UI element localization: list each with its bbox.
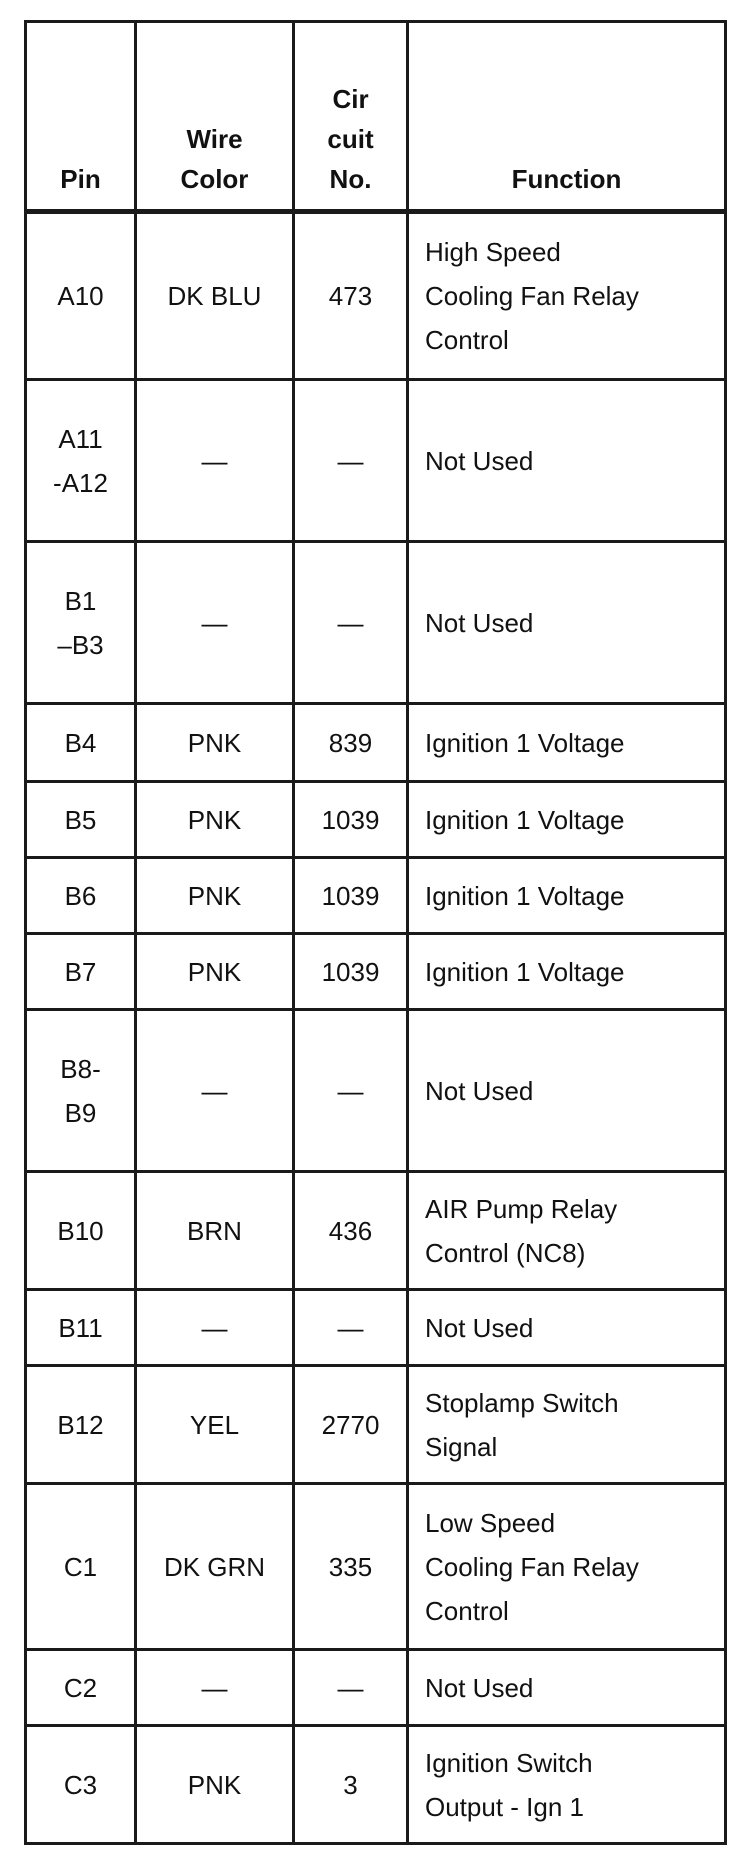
pin-cell (26, 1366, 136, 1484)
function-cell-line: Not Used (425, 445, 534, 476)
pin-cell (26, 1010, 136, 1172)
pin-cell (26, 782, 136, 858)
pin-cell (26, 380, 136, 542)
header-wire-color: Wire Color (136, 22, 294, 212)
function-cell-line: Not Used (425, 607, 534, 638)
pinout-table (24, 20, 727, 1845)
wire-color-cell: — (136, 542, 294, 704)
pin-cell (26, 1650, 136, 1726)
function-cell (408, 934, 726, 1010)
function-cell (408, 1172, 726, 1290)
pin-cell-line: B11 (58, 1312, 103, 1343)
function-cell (408, 1650, 726, 1726)
circuit-no-cell: — (294, 1010, 408, 1172)
circuit-no-cell: 1039 (294, 858, 408, 934)
circuit-no-cell: — (294, 1650, 408, 1726)
function-cell-line: Stoplamp Switch (425, 1387, 619, 1418)
pin-cell-line: B1 (64, 585, 97, 616)
pin-cell-line: B9 (64, 1097, 97, 1128)
function-cell-line: Not Used (425, 1075, 534, 1106)
pin-cell-line: A10 (57, 281, 104, 311)
function-cell-line: Ignition 1 Voltage (425, 956, 625, 987)
wire-color-cell: PNK (136, 704, 294, 782)
function-cell-line: High Speed (425, 237, 561, 267)
function-cell (408, 1366, 726, 1484)
circuit-no-cell: 335 (294, 1484, 408, 1650)
table-row (26, 934, 726, 1010)
function-cell-line: Low Speed (425, 1507, 556, 1538)
header-row (26, 22, 726, 212)
pin-cell-line: B12 (57, 1409, 104, 1440)
function-cell-line: Ignition 1 Voltage (425, 727, 625, 758)
pin-cell (26, 858, 136, 934)
wire-color-cell: DK GRN (136, 1484, 294, 1650)
function-cell (408, 704, 726, 782)
table-body (26, 212, 726, 1844)
table-row (26, 1290, 726, 1366)
circuit-no-cell: 1039 (294, 934, 408, 1010)
wire-color-cell: — (136, 1010, 294, 1172)
circuit-no-cell: 2770 (294, 1366, 408, 1484)
function-cell (408, 212, 726, 380)
circuit-no-cell: 1039 (294, 782, 408, 858)
wire-color-cell: — (136, 1650, 294, 1726)
function-cell-line: Not Used (425, 1672, 534, 1703)
table-row (26, 1010, 726, 1172)
pin-cell (26, 542, 136, 704)
table-row (26, 782, 726, 858)
table-row (26, 542, 726, 704)
wire-color-cell: DK BLU (136, 212, 294, 380)
function-cell-line: Output - Ign 1 (425, 1791, 584, 1822)
header-function: Function (408, 22, 726, 212)
function-cell-line: Not Used (425, 1312, 534, 1343)
pin-cell-line: C3 (63, 1769, 98, 1800)
function-cell (408, 1484, 726, 1650)
function-cell (408, 542, 726, 704)
table-row (26, 858, 726, 934)
pin-cell (26, 1172, 136, 1290)
pin-cell-line: C1 (63, 1551, 98, 1582)
pin-cell-line: B10 (57, 1215, 104, 1246)
pin-cell (26, 1726, 136, 1844)
function-cell-line: Control (425, 325, 509, 355)
pin-cell-line: -A12 (53, 467, 108, 498)
circuit-no-cell: 3 (294, 1726, 408, 1844)
pin-cell (26, 934, 136, 1010)
wire-color-cell: PNK (136, 934, 294, 1010)
wire-color-cell: PNK (136, 858, 294, 934)
pin-cell-line: –B3 (57, 629, 104, 660)
pin-cell (26, 704, 136, 782)
pin-cell-line: B4 (64, 727, 97, 758)
function-cell-line: Ignition 1 Voltage (425, 804, 625, 835)
table-row (26, 212, 726, 380)
pin-cell-line: C2 (63, 1672, 98, 1703)
table-row (26, 1366, 726, 1484)
table-row (26, 1484, 726, 1650)
header-circuit-no: Cir cuit No. (294, 22, 408, 212)
function-cell (408, 782, 726, 858)
function-cell (408, 380, 726, 542)
function-cell (408, 1290, 726, 1366)
function-cell-line: AIR Pump Relay (425, 1193, 618, 1224)
table-row (26, 704, 726, 782)
circuit-no-cell: 839 (294, 704, 408, 782)
function-cell-line: Cooling Fan Relay (425, 281, 639, 311)
wire-color-cell: — (136, 380, 294, 542)
table-row (26, 1172, 726, 1290)
table-row (26, 1650, 726, 1726)
wire-color-cell: PNK (136, 1726, 294, 1844)
function-cell (408, 858, 726, 934)
function-cell-line: Signal (425, 1431, 498, 1462)
circuit-no-cell: 473 (294, 212, 408, 380)
pin-cell (26, 1484, 136, 1650)
header-pin: Pin (26, 22, 136, 212)
pin-cell-line: A11 (58, 423, 103, 454)
pin-cell (26, 212, 136, 380)
function-cell-line: Control (425, 1595, 509, 1626)
function-cell-line: Cooling Fan Relay (425, 1551, 639, 1582)
function-cell (408, 1726, 726, 1844)
function-cell-line: Ignition Switch (425, 1747, 593, 1778)
circuit-no-cell: 436 (294, 1172, 408, 1290)
wire-color-cell: PNK (136, 782, 294, 858)
circuit-no-cell: — (294, 1290, 408, 1366)
table-row (26, 1726, 726, 1844)
pin-cell-line: B8- (60, 1053, 101, 1084)
circuit-no-cell: — (294, 380, 408, 542)
circuit-no-cell: — (294, 542, 408, 704)
wire-color-cell: YEL (136, 1366, 294, 1484)
wire-color-cell: BRN (136, 1172, 294, 1290)
pin-cell-line: B6 (64, 880, 97, 911)
pin-cell-line: B5 (64, 804, 97, 835)
function-cell (408, 1010, 726, 1172)
table-row (26, 380, 726, 542)
wire-color-cell: — (136, 1290, 294, 1366)
function-cell-line: Ignition 1 Voltage (425, 880, 625, 911)
pin-cell (26, 1290, 136, 1366)
function-cell-line: Control (NC8) (425, 1237, 586, 1268)
pin-cell-line: B7 (64, 956, 97, 987)
